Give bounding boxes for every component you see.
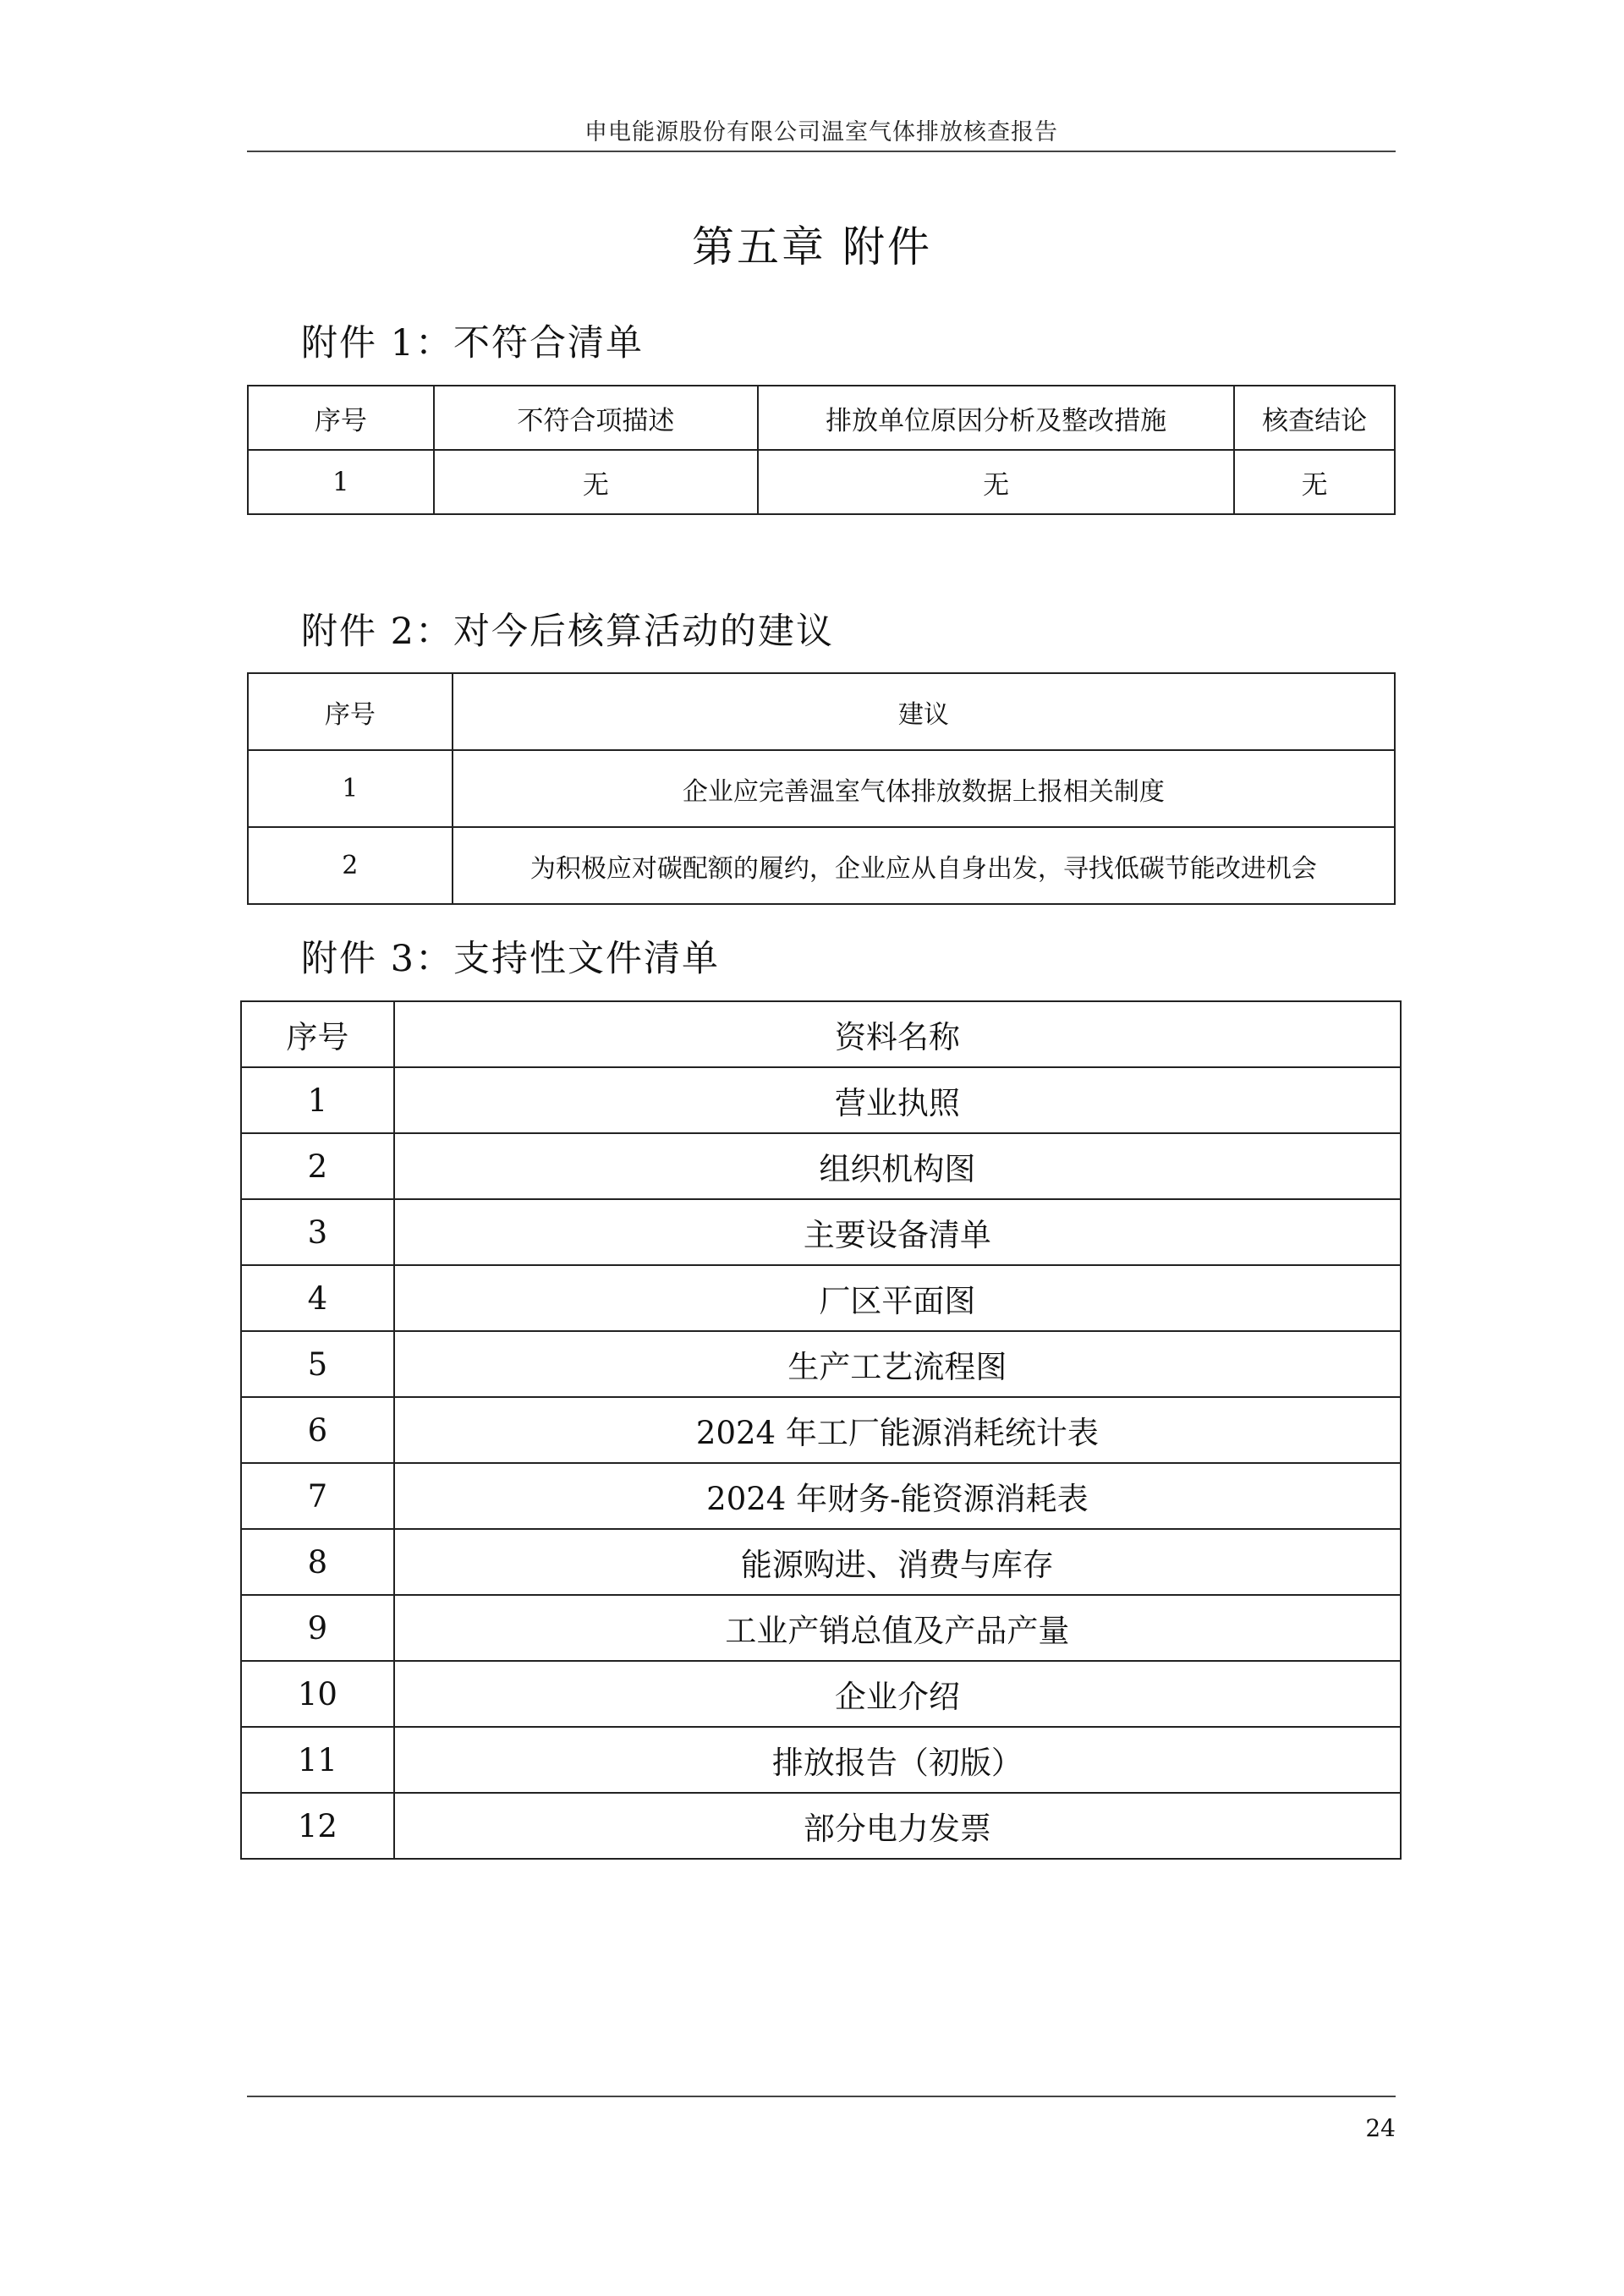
- column-header: 序号: [248, 386, 434, 450]
- table-row: [248, 450, 1395, 514]
- nonconformity-table: [247, 385, 1396, 515]
- table-row: [241, 1067, 1401, 1133]
- table-row: [241, 1529, 1401, 1595]
- table-cell: 2: [241, 1133, 394, 1199]
- column-header: 不符合项描述: [434, 386, 758, 450]
- column-header: 序号: [248, 673, 453, 750]
- table-row: [241, 1727, 1401, 1793]
- table-row: [241, 1133, 1401, 1199]
- table-cell: 无: [1234, 450, 1395, 514]
- table-row: [241, 1463, 1401, 1529]
- table-row: [241, 1199, 1401, 1265]
- table-row: [241, 1397, 1401, 1463]
- table-cell: 10: [241, 1661, 394, 1727]
- table-cell: 主要设备清单: [394, 1199, 1401, 1265]
- header-rule: [247, 151, 1396, 152]
- table-header-row: [248, 673, 1395, 750]
- table-cell: 12: [241, 1793, 394, 1859]
- table-cell: 为积极应对碳配额的履约，企业应从自身出发，寻找低碳节能改进机会: [453, 827, 1395, 904]
- table-cell: 生产工艺流程图: [394, 1331, 1401, 1397]
- table-header-row: [248, 386, 1395, 450]
- section1-title: 附件 1：不符合清单: [301, 322, 645, 364]
- table-cell: 营业执照: [394, 1067, 1401, 1133]
- table-cell: 5: [241, 1331, 394, 1397]
- suggestions-table: [247, 672, 1396, 905]
- table-row: [241, 1265, 1401, 1331]
- footer-rule: [247, 2096, 1396, 2097]
- table-cell: 1: [241, 1067, 394, 1133]
- table-cell: 11: [241, 1727, 394, 1793]
- table-cell: 组织机构图: [394, 1133, 1401, 1199]
- column-header: 建议: [453, 673, 1395, 750]
- table-cell: 厂区平面图: [394, 1265, 1401, 1331]
- table-cell: 企业介绍: [394, 1661, 1401, 1727]
- table-row: [241, 1793, 1401, 1859]
- column-header: 核查结论: [1234, 386, 1395, 450]
- page-number: 24: [1365, 2114, 1396, 2142]
- table-row: [241, 1595, 1401, 1661]
- table-row: [248, 750, 1395, 827]
- table-cell: 9: [241, 1595, 394, 1661]
- supporting-documents-table: [240, 1000, 1402, 1860]
- table-cell: 8: [241, 1529, 394, 1595]
- table-cell: 工业产销总值及产品产量: [394, 1595, 1401, 1661]
- column-header: 排放单位原因分析及整改措施: [758, 386, 1234, 450]
- table-row: [241, 1661, 1401, 1727]
- table-cell: 2024 年财务-能资源消耗表: [394, 1463, 1401, 1529]
- table-row: [248, 827, 1395, 904]
- table-cell: 1: [248, 750, 453, 827]
- table-cell: 3: [241, 1199, 394, 1265]
- column-header: 序号: [241, 1001, 394, 1067]
- table-cell: 能源购进、消费与库存: [394, 1529, 1401, 1595]
- column-header: 资料名称: [394, 1001, 1401, 1067]
- table-cell: 部分电力发票: [394, 1793, 1401, 1859]
- section2-title: 附件 2：对今后核算活动的建议: [301, 611, 835, 653]
- table-cell: 7: [241, 1463, 394, 1529]
- table-cell: 无: [434, 450, 758, 514]
- table-cell: 6: [241, 1397, 394, 1463]
- section3-title: 附件 3：支持性文件清单: [301, 938, 721, 980]
- chapter-title: 第五章 附件: [692, 222, 932, 271]
- table-cell: 排放报告（初版）: [394, 1727, 1401, 1793]
- table-cell: 1: [248, 450, 434, 514]
- table-header-row: [241, 1001, 1401, 1067]
- table-cell: 企业应完善温室气体排放数据上报相关制度: [453, 750, 1395, 827]
- table-cell: 4: [241, 1265, 394, 1331]
- table-cell: 2: [248, 827, 453, 904]
- table-cell: 2024 年工厂能源消耗统计表: [394, 1397, 1401, 1463]
- table-row: [241, 1331, 1401, 1397]
- table-cell: 无: [758, 450, 1234, 514]
- running-header: 申电能源股份有限公司温室气体排放核查报告: [584, 119, 1058, 145]
